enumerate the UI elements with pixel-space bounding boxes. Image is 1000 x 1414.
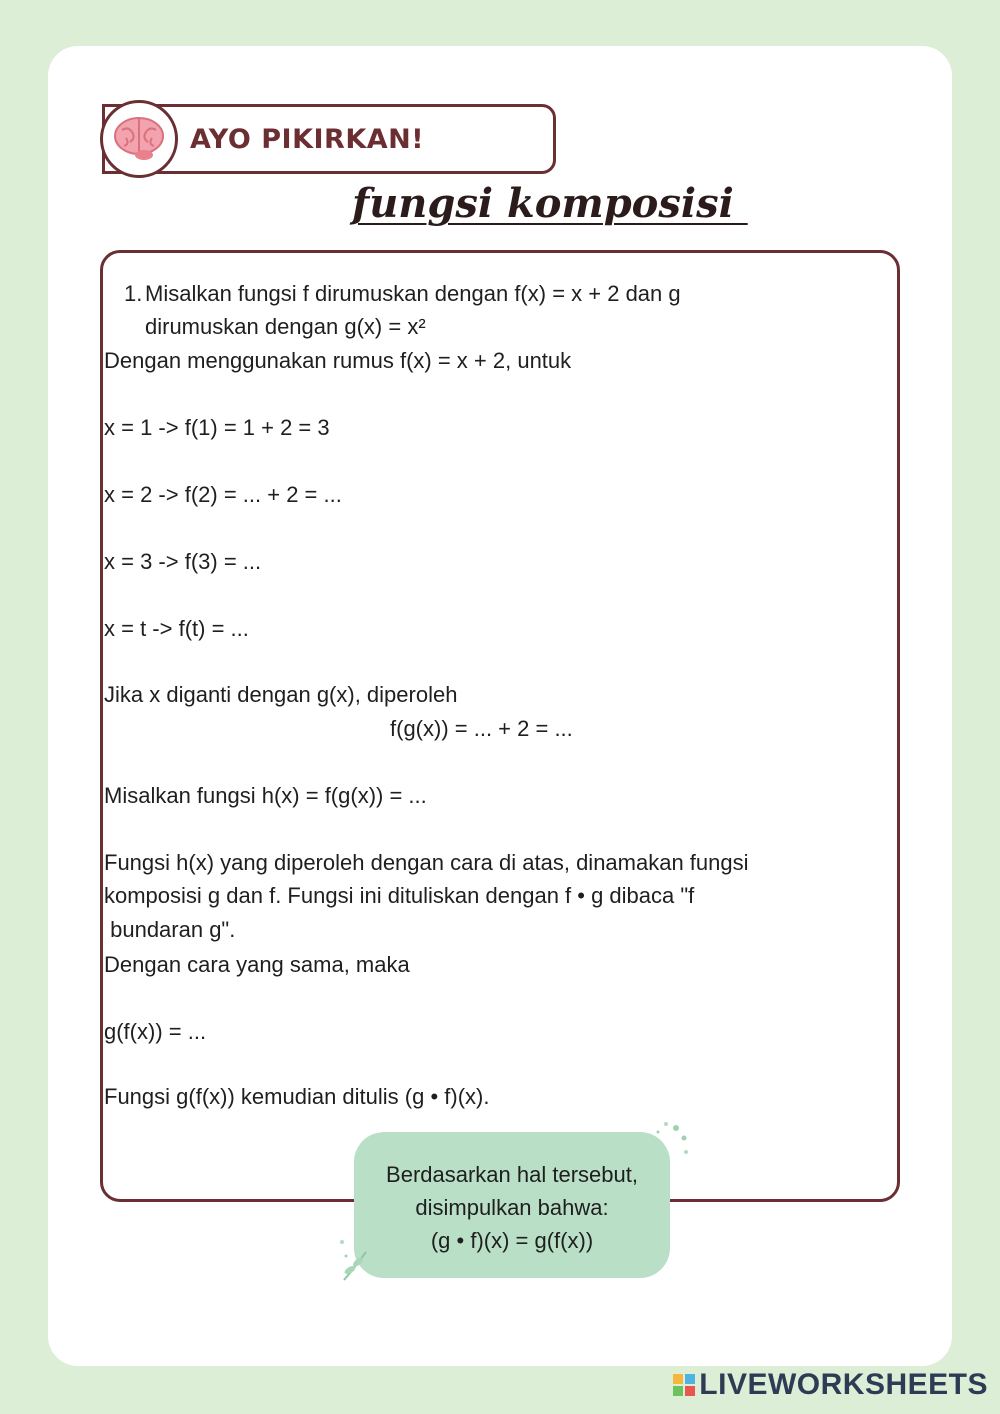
leaf-sprig-icon	[336, 1230, 386, 1284]
liveworksheets-logo-icon	[673, 1374, 695, 1396]
cara-line: Dengan cara yang sama, maka	[104, 952, 410, 977]
header-label: AYO PIKIRKAN!	[190, 124, 425, 155]
item-line-2: dirumuskan dengan g(x) = x²	[145, 314, 426, 339]
rumus-line: Dengan menggunakan rumus f(x) = x + 2, untuk	[104, 348, 572, 373]
item-line-1: Misalkan fungsi f dirumuskan dengan f(x) = x + 2 dan g	[145, 281, 681, 306]
x3-line: x = 3 -> f(3) = ...	[104, 549, 262, 574]
summary-box	[354, 1132, 670, 1278]
fg-line: f(g(x)) = ... + 2 = ...	[390, 716, 573, 741]
item-number: 1.	[124, 281, 143, 306]
x2-line: x = 2 -> f(2) = ... + 2 = ...	[104, 482, 342, 507]
summary-line-3: (g • f)(x) = g(f(x))	[430, 1228, 594, 1253]
page-title: fungsi komposisi	[352, 180, 748, 227]
summary-line-2: disimpulkan bahwa:	[415, 1195, 609, 1220]
summary-line-1: Berdasarkan hal tersebut,	[386, 1162, 638, 1187]
paragraph-line-2: komposisi g dan f. Fungsi ini dituliskan dengan f • g dibaca "f	[104, 883, 695, 908]
header-icon-circle	[100, 100, 178, 178]
paragraph-line-1: Fungsi h(x) yang diperoleh dengan cara di atas, dinamakan fungsi	[104, 850, 749, 875]
footer-brand	[673, 1368, 988, 1402]
brand-text: LIVEWORKSHEETS	[699, 1368, 988, 1401]
brain-icon	[108, 108, 170, 170]
jika-line: Jika x diganti dengan g(x), diperoleh	[104, 682, 458, 707]
misal-h-line: Misalkan fungsi h(x) = f(g(x)) = ...	[104, 783, 427, 808]
xt-line: x = t -> f(t) = ...	[104, 616, 249, 641]
final-line: Fungsi g(f(x)) kemudian ditulis (g • f)(x).	[104, 1084, 490, 1109]
x1-line: x = 1 -> f(1) = 1 + 2 = 3	[104, 415, 330, 440]
paragraph-line-3: bundaran g".	[104, 917, 236, 942]
gf-line: g(f(x)) = ...	[104, 1019, 207, 1044]
